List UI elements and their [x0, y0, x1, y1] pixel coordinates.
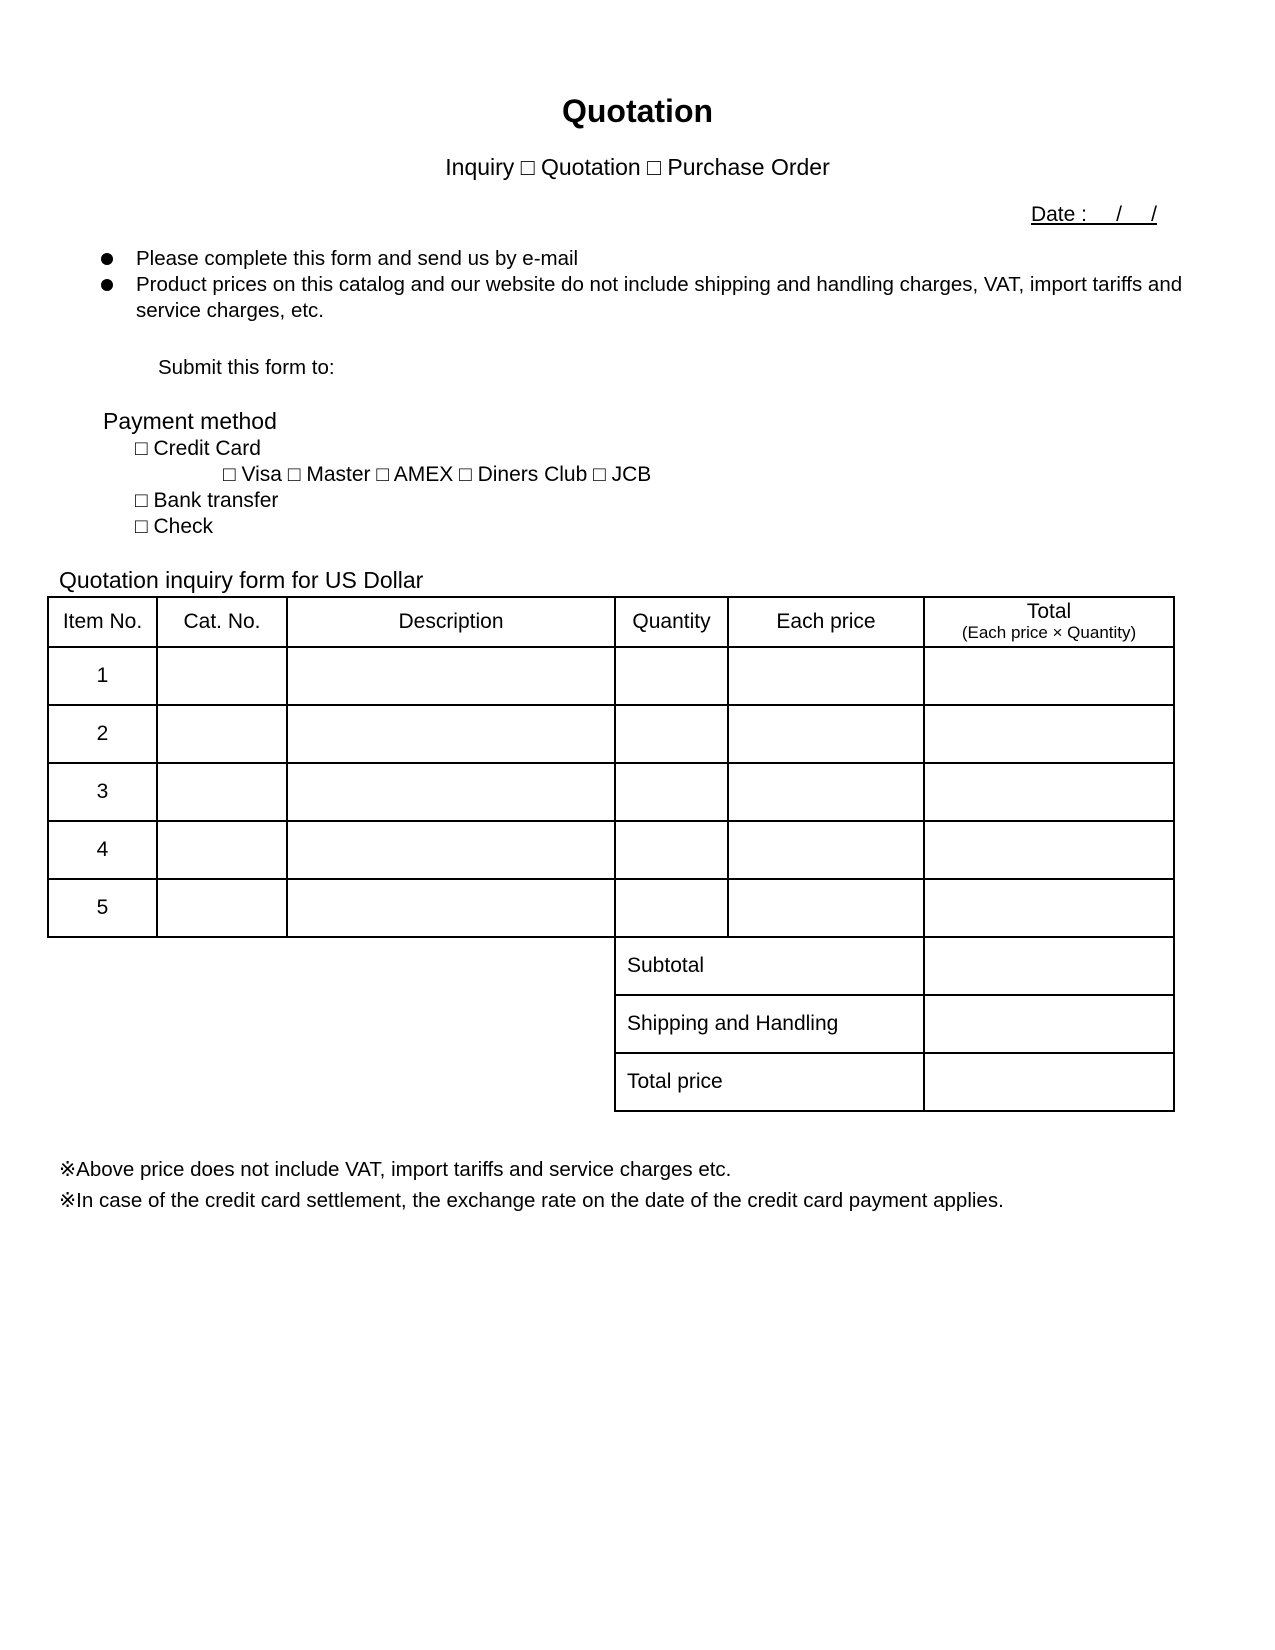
table-row: [48, 879, 1174, 937]
shipping-label: Shipping and Handling: [615, 995, 924, 1053]
table-row: [48, 821, 1174, 879]
instructions-list: [96, 246, 1211, 324]
subtotal-label: Subtotal: [615, 937, 924, 995]
header-description: Description: [287, 597, 615, 647]
subtotal-row: [48, 937, 1174, 995]
header-item-no: Item No.: [48, 597, 157, 647]
table-row: [48, 763, 1174, 821]
credit-card-option[interactable]: □ Credit Card: [135, 437, 261, 460]
cat-no-cell[interactable]: [157, 647, 287, 705]
cat-no-cell[interactable]: [157, 705, 287, 763]
quantity-cell[interactable]: [615, 647, 728, 705]
total-price-value-cell[interactable]: [924, 1053, 1174, 1111]
description-cell[interactable]: [287, 647, 615, 705]
quantity-cell[interactable]: [615, 705, 728, 763]
description-cell[interactable]: [287, 705, 615, 763]
page-title: Quotation: [561, 93, 714, 129]
header-quantity: Quantity: [615, 597, 728, 647]
cat-no-cell[interactable]: [157, 763, 287, 821]
description-cell[interactable]: [287, 821, 615, 879]
total-cell[interactable]: [924, 705, 1174, 763]
quantity-cell[interactable]: [615, 763, 728, 821]
date-field[interactable]: Date : / /: [1030, 203, 1157, 226]
form-title: Quotation inquiry form for US Dollar: [59, 567, 424, 593]
check-option[interactable]: □ Check: [135, 515, 214, 538]
total-cell[interactable]: [924, 879, 1174, 937]
table-header-row: [48, 597, 1174, 647]
blank-area: [48, 995, 615, 1053]
bullet-icon: [101, 253, 113, 265]
document-type-options[interactable]: Inquiry □ Quotation □ Purchase Order: [445, 154, 830, 180]
header-each-price: Each price: [728, 597, 924, 647]
instruction-item: [96, 272, 1211, 324]
quantity-cell[interactable]: [615, 821, 728, 879]
each-price-cell[interactable]: [728, 705, 924, 763]
table-row: [48, 705, 1174, 763]
note-exchange-rate: ※In case of the credit card settlement, the exchange rate on the date of the credit card payment applies.: [59, 1189, 1004, 1212]
total-cell[interactable]: [924, 763, 1174, 821]
blank-area: [48, 1053, 615, 1111]
instruction-text: Product prices on this catalog and our website do not include shipping and handling charges, VAT, import tariffs and service charges, etc.: [136, 273, 1183, 322]
note-vat: ※Above price does not include VAT, import tariffs and service charges etc.: [59, 1158, 732, 1181]
total-price-row: [48, 1053, 1174, 1111]
each-price-cell[interactable]: [728, 647, 924, 705]
table-row: [48, 647, 1174, 705]
item-number-cell: 5: [48, 879, 157, 937]
item-number-cell: 2: [48, 705, 157, 763]
total-cell[interactable]: [924, 647, 1174, 705]
bank-transfer-option[interactable]: □ Bank transfer: [135, 489, 279, 512]
bullet-icon: [101, 279, 113, 291]
description-cell[interactable]: [287, 763, 615, 821]
header-total-label: Total: [1026, 600, 1072, 623]
total-price-label: Total price: [615, 1053, 924, 1111]
description-cell[interactable]: [287, 879, 615, 937]
shipping-row: [48, 995, 1174, 1053]
each-price-cell[interactable]: [728, 821, 924, 879]
instruction-item: [96, 246, 1211, 272]
quotation-table: [47, 596, 1175, 1112]
cat-no-cell[interactable]: [157, 821, 287, 879]
header-total-formula: (Each price × Quantity): [961, 623, 1137, 642]
header-cat-no: Cat. No.: [157, 597, 287, 647]
instruction-text: Please complete this form and send us by e-mail: [136, 247, 579, 270]
payment-method-title: Payment method: [103, 408, 277, 434]
each-price-cell[interactable]: [728, 879, 924, 937]
blank-area: [48, 937, 615, 995]
total-cell[interactable]: [924, 821, 1174, 879]
shipping-value-cell[interactable]: [924, 995, 1174, 1053]
header-total: [924, 597, 1174, 647]
submit-label: Submit this form to:: [158, 356, 335, 379]
item-number-cell: 3: [48, 763, 157, 821]
quantity-cell[interactable]: [615, 879, 728, 937]
subtotal-value-cell[interactable]: [924, 937, 1174, 995]
cat-no-cell[interactable]: [157, 879, 287, 937]
card-type-options[interactable]: □ Visa □ Master □ AMEX □ Diners Club □ JCB: [223, 463, 652, 486]
item-number-cell: 1: [48, 647, 157, 705]
each-price-cell[interactable]: [728, 763, 924, 821]
item-number-cell: 4: [48, 821, 157, 879]
